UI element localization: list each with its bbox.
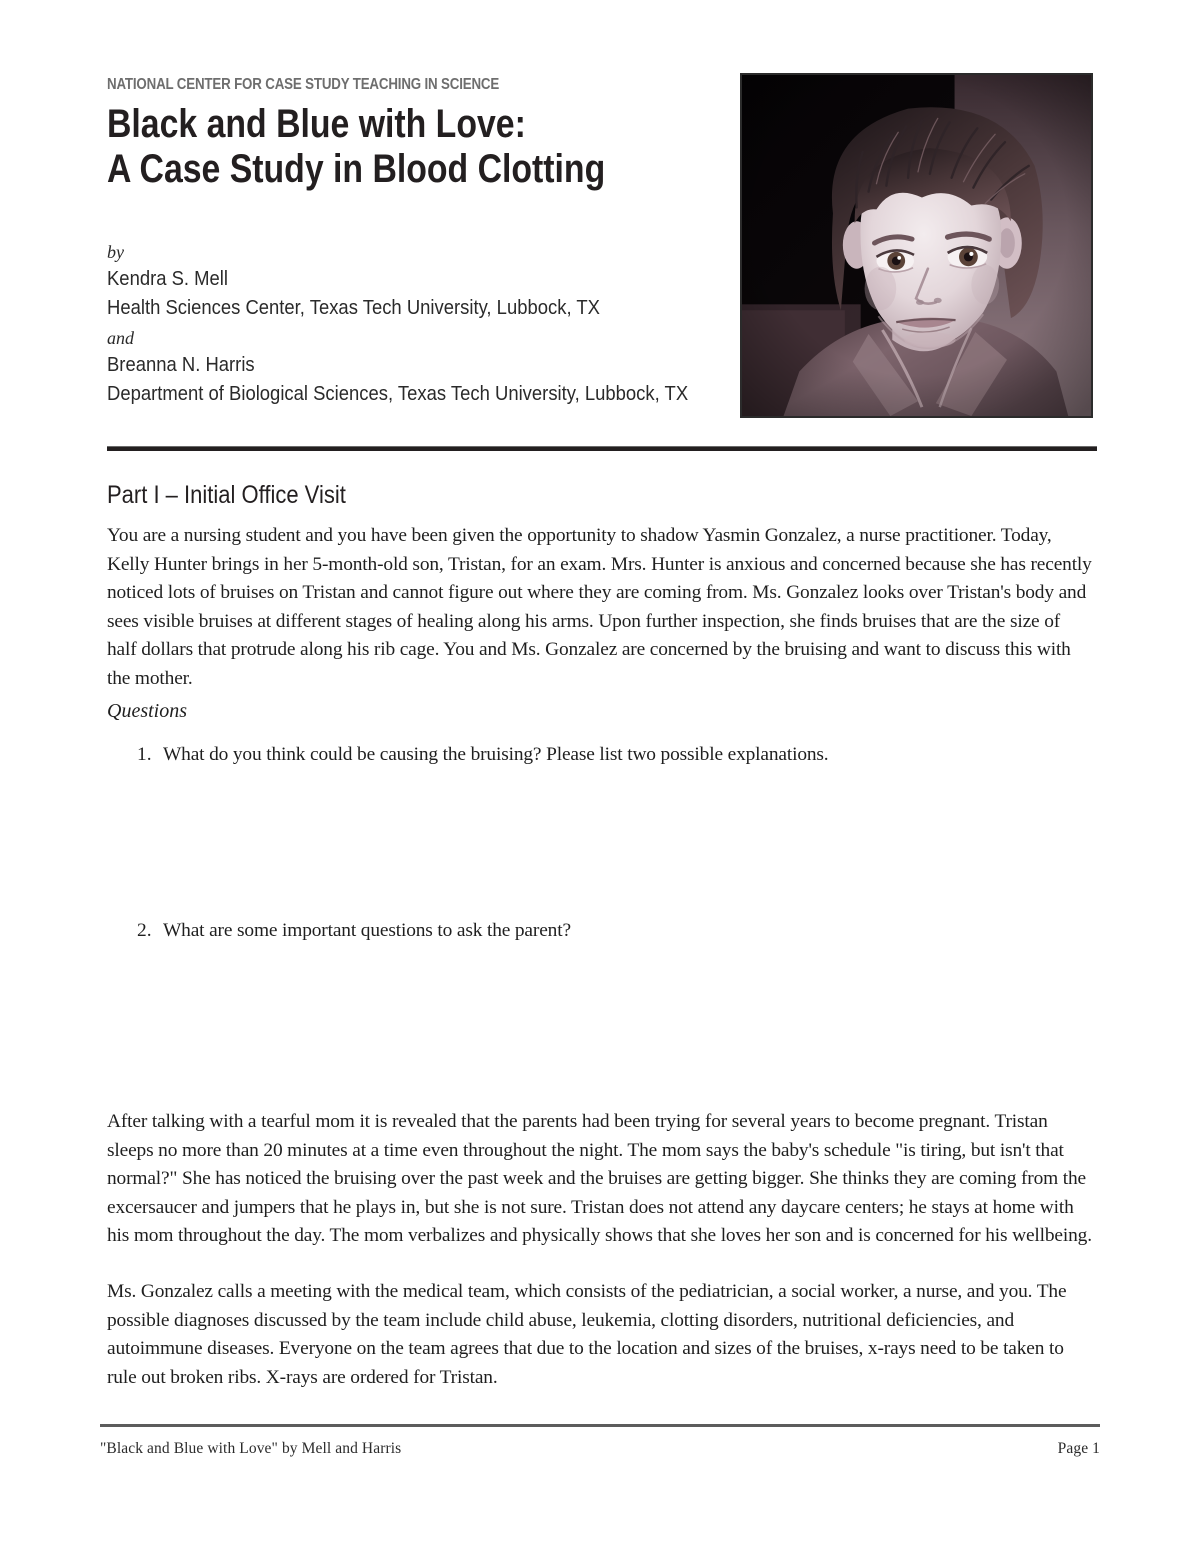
mom-paragraph: After talking with a tearful mom it is revealed that the parents had been trying for several years to become pregnant. Tristan sleeps no more than 20 minutes at a time even throughout the night. The mom says the baby's schedule "is tiring, but isn't that normal?" She has noticed the bruising over the past week and the bruises are getting bigger. She thinks they are coming from the excersaucer and jumpers that he plays in, but she is not sure. Tristan does not attend any daycare centers; he stays at home with his mom throughout the day. The mom verbalizes and physically shows that she loves her son and is concerned for his wellbeing.	[107, 1111, 1092, 1247]
title-line-2: A Case Study in Blood Clotting	[107, 146, 606, 191]
author-1-name: Kendra S. Mell	[107, 267, 229, 291]
publisher-header: NATIONAL CENTER FOR CASE STUDY TEACHING IN SCIENCE	[107, 76, 500, 93]
question-2-text: What are some important questions to ask the parent?	[163, 920, 571, 941]
footer-divider	[100, 1424, 1100, 1427]
section-heading: Part I – Initial Office Visit	[107, 481, 346, 509]
cover-photo	[740, 73, 1093, 418]
by-label: by	[107, 242, 124, 262]
question-2-number: 2.	[137, 920, 152, 941]
footer-citation: "Black and Blue with Love" by Mell and Harris	[100, 1440, 402, 1457]
question-item-2	[137, 917, 1037, 946]
author-2-affiliation: Department of Biological Sciences, Texas Tech University, Lubbock, TX	[107, 381, 689, 405]
author-1-affiliation: Health Sciences Center, Texas Tech University, Lubbock, TX	[107, 296, 600, 320]
question-1-number: 1.	[137, 744, 152, 765]
question-1-text: What do you think could be causing the bruising? Please list two possible explanations.	[163, 744, 829, 765]
author-block	[107, 240, 747, 408]
cover-photo-image	[742, 75, 1091, 416]
team-paragraph: Ms. Gonzalez calls a meeting with the medical team, which consists of the pediatrician, a social worker, a nurse, and you. The possible diagnoses discussed by the team include child abuse, leukemia, clotting disorders, nutritional deficiencies, and autoimmune diseases. Everyone on the team agrees that due to the location and sizes of the bruises, x-rays need to be taken to rule out broken ribs. X-rays are ordered for Tristan.	[107, 1281, 1067, 1388]
page-number: Page 1	[1057, 1440, 1100, 1457]
page-title	[107, 102, 648, 192]
intro-paragraph: You are a nursing student and you have been given the opportunity to shadow Yasmin Gonzalez, a nurse practitioner. Today, Kelly Hunter brings in her 5-month-old son, Tristan, for an exam. Mrs. Hunter is anxious and concerned because she has recently noticed lots of bruises on Tristan and cannot figure out where they are coming from. Ms. Gonzalez looks over Tristan's body and sees visible bruises at different stages of healing along his arms. Upon further inspection, she finds bruises that are the size of half dollars that protrude along his rib cage. You and Ms. Gonzalez are concerned by the bruising and want to discuss this with the mother.	[107, 525, 1092, 689]
author-2-name: Breanna N. Harris	[107, 352, 255, 376]
title-line-1: Black and Blue with Love:	[107, 102, 526, 147]
and-label: and	[107, 327, 134, 348]
question-item-1	[137, 741, 1037, 770]
masthead	[107, 76, 747, 192]
questions-label: Questions	[107, 700, 187, 722]
boy-portrait-illustration	[742, 75, 1091, 416]
page-footer	[100, 1440, 1100, 1458]
header-divider	[107, 446, 1097, 451]
